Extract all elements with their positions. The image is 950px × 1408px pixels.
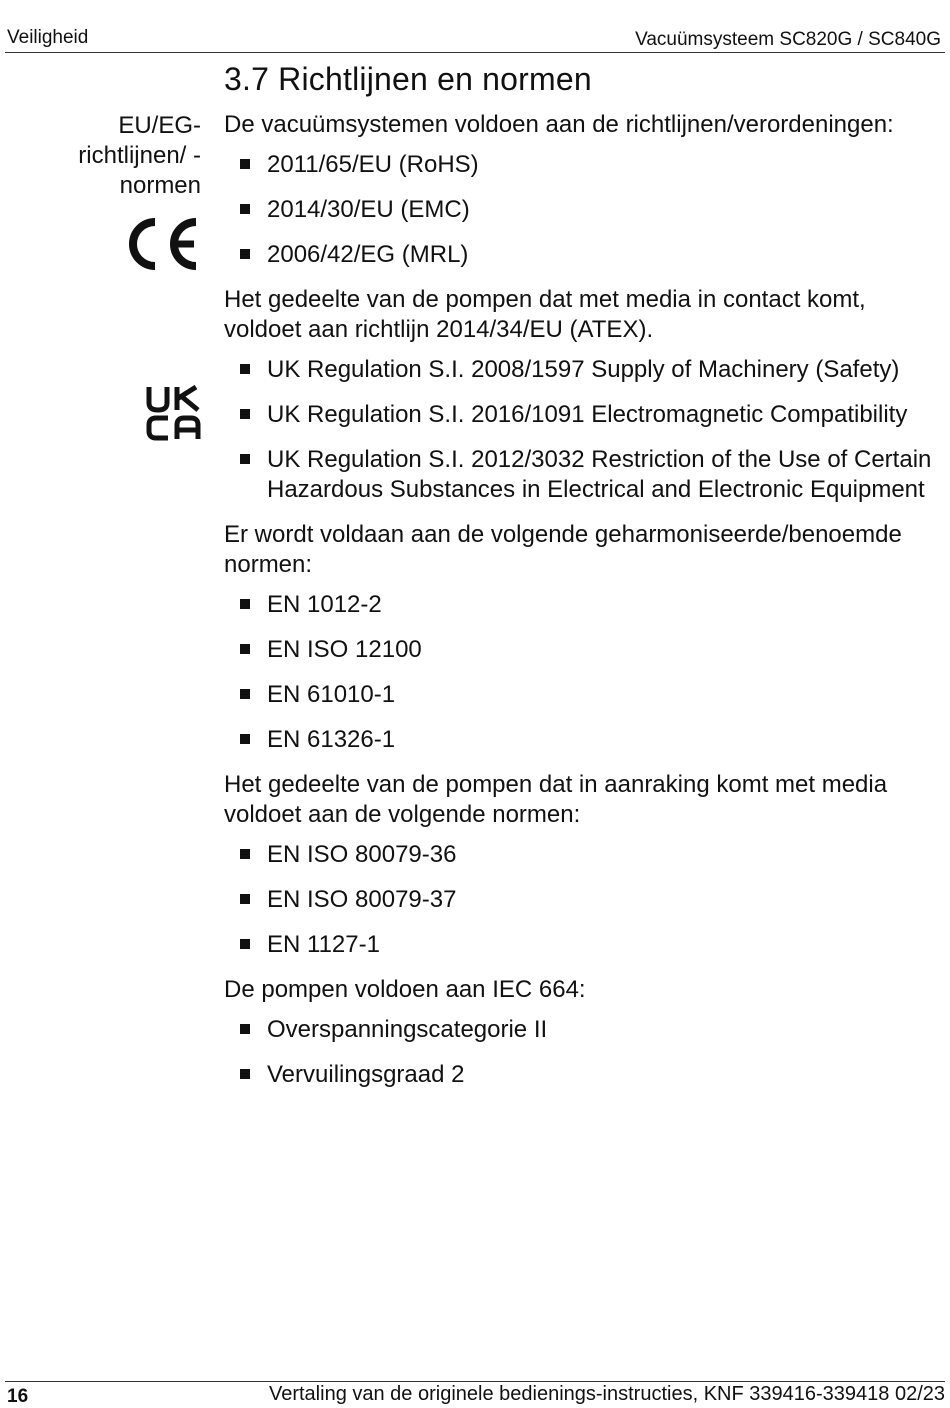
section-heading: 3.7 Richtlijnen en normen	[224, 61, 592, 97]
atex-paragraph: Het gedeelte van de pompen dat met media in contact komt, voldoet aan richtlijn 2014/34/EU (ATEX).	[224, 286, 866, 343]
list-item: EN ISO 80079-37	[224, 885, 936, 915]
list-item: 2011/65/EU (RoHS)	[224, 150, 936, 180]
directive-list	[224, 150, 936, 270]
header-product: Vacuümsysteem SC820G / SC840G	[635, 29, 941, 50]
iec-paragraph: De pompen voldoen aan IEC 664:	[224, 976, 586, 1003]
harmonized-norms-list	[224, 590, 936, 755]
uk-regulation-list	[224, 355, 936, 505]
footer-text: Vertaling van de originele bedienings-instructies, KNF 339416-339418 02/23	[268, 1383, 945, 1405]
media-contact-paragraph: Het gedeelte van de pompen dat in aanraking komt met media voldoet aan de volgende normen:	[224, 771, 888, 828]
list-item: UK Regulation S.I. 2012/3032 Restriction of the Use of Certain Hazardous Substances in Electrical and Electronic Equipment	[224, 445, 936, 505]
list-item: UK Regulation S.I. 2008/1597 Supply of Machinery (Safety)	[224, 355, 936, 385]
list-item: Vervuilingsgraad 2	[224, 1060, 936, 1090]
list-item: EN ISO 12100	[224, 635, 936, 665]
list-item: EN 61010-1	[224, 680, 936, 710]
header-section: Veiligheid	[7, 27, 89, 48]
ukca-mark-icon	[146, 385, 202, 441]
ce-mark-icon	[124, 214, 204, 274]
iec-list	[224, 1015, 936, 1090]
list-item: EN 1012-2	[224, 590, 936, 620]
page-number: 16	[7, 1386, 29, 1407]
footer-divider	[5, 1381, 945, 1382]
list-item: EN ISO 80079-36	[224, 840, 936, 870]
harmonized-norms-paragraph: Er wordt voldaan aan de volgende geharmoniseerde/benoemde normen:	[224, 521, 902, 578]
intro-paragraph: De vacuümsystemen voldoen aan de richtlijnen/verordeningen:	[224, 111, 894, 138]
list-item: 2014/30/EU (EMC)	[224, 195, 936, 225]
list-item: EN 1127-1	[224, 930, 936, 960]
media-norms-list	[224, 840, 936, 960]
header-divider	[5, 52, 945, 53]
list-item: Overspanningscategorie II	[224, 1015, 936, 1045]
content-body	[224, 110, 936, 1105]
margin-label: EU/EG-richtlijnen/ -normen	[78, 112, 201, 199]
list-item: EN 61326-1	[224, 725, 936, 755]
list-item: 2006/42/EG (MRL)	[224, 240, 936, 270]
list-item: UK Regulation S.I. 2016/1091 Electromagnetic Compatibility	[224, 400, 936, 430]
